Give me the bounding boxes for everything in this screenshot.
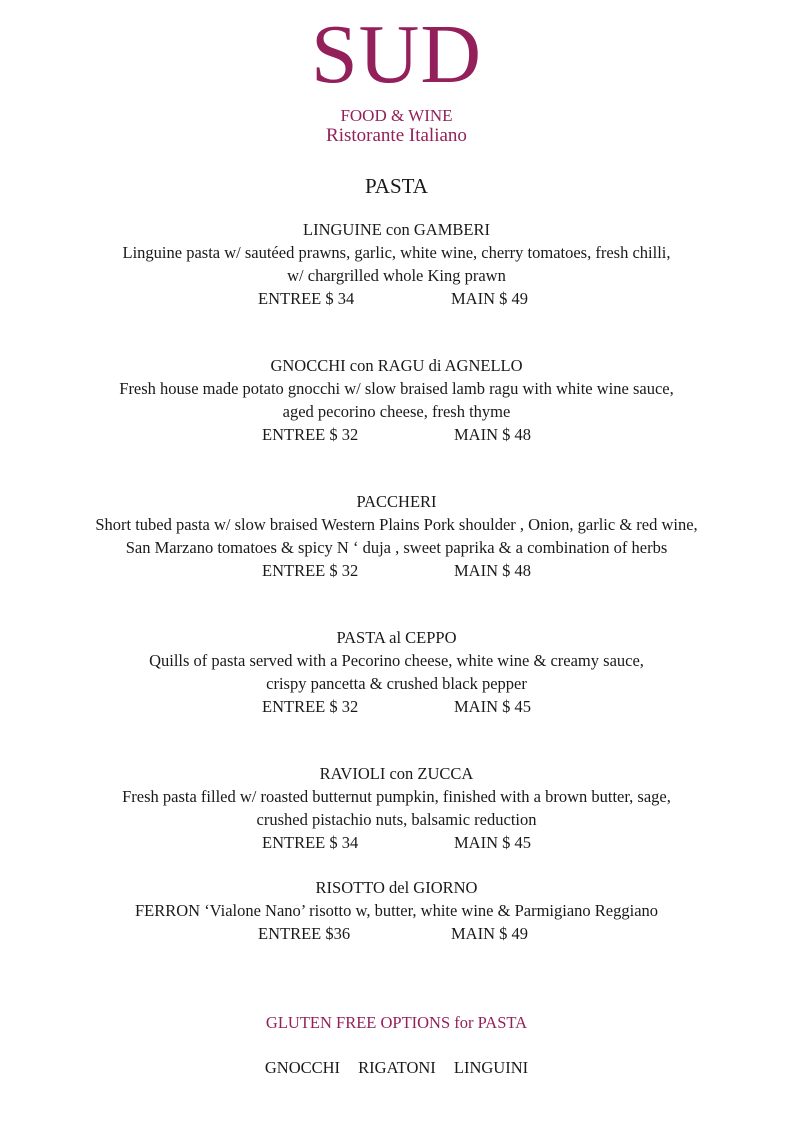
gluten-free-option: GNOCCHI	[264, 1058, 341, 1077]
dish-name: LINGUINE con GAMBERI	[303, 220, 490, 239]
dish-description: Fresh pasta filled w/ roasted butternut pumpkin, finished with a brown butter, sage,	[122, 787, 671, 806]
dish-prices	[0, 423, 793, 446]
dish-description: Fresh house made potato gnocchi w/ slow braised lamb ragu with white wine sauce,	[119, 379, 674, 398]
dish-description: aged pecorino cheese, fresh thyme	[282, 402, 511, 421]
restaurant-logo: SUD	[310, 8, 483, 101]
gluten-free-option: RIGATONI	[358, 1058, 436, 1077]
dish-name: PASTA al CEPPO	[336, 628, 457, 647]
entree-price: ENTREE $ 34	[258, 289, 355, 308]
gluten-free-title: GLUTEN FREE OPTIONS for PASTA	[265, 1013, 528, 1032]
main-price: MAIN $ 49	[451, 924, 528, 943]
dish-name: PACCHERI	[356, 492, 437, 511]
entree-price: ENTREE $36	[258, 924, 351, 943]
main-price: MAIN $ 45	[454, 833, 531, 852]
menu-item	[0, 354, 793, 446]
dish-prices	[0, 695, 793, 718]
dish-name: RISOTTO del GIORNO	[315, 878, 478, 897]
main-price: MAIN $ 48	[454, 425, 531, 444]
dish-description: Linguine pasta w/ sautéed prawns, garlic, white wine, cherry tomatoes, fresh chilli,	[122, 243, 671, 262]
main-price: MAIN $ 48	[454, 561, 531, 580]
restaurant-tagline: FOOD & WINE	[340, 106, 453, 125]
entree-price: ENTREE $ 32	[262, 425, 359, 444]
dish-description: crushed pistachio nuts, balsamic reduction	[256, 810, 537, 829]
dish-description: Short tubed pasta w/ slow braised Western Plains Pork shoulder , Onion, garlic & red wine,	[95, 515, 698, 534]
gluten-free-options	[0, 1057, 793, 1079]
menu-item	[0, 218, 793, 310]
dish-description: FERRON ‘Vialone Nano’ risotto w, butter, white wine & Parmigiano Reggiano	[134, 901, 659, 920]
dish-description: San Marzano tomatoes & spicy N ‘ duja , sweet paprika & a combination of herbs	[125, 538, 668, 557]
dish-prices	[0, 559, 793, 582]
dish-prices	[0, 287, 793, 310]
entree-price: ENTREE $ 32	[262, 697, 359, 716]
restaurant-subtitle: Ristorante Italiano	[326, 125, 467, 146]
dish-prices	[0, 831, 793, 854]
dish-name: RAVIOLI con ZUCCA	[319, 764, 474, 783]
entree-price: ENTREE $ 32	[262, 561, 359, 580]
main-price: MAIN $ 45	[454, 697, 531, 716]
main-price: MAIN $ 49	[451, 289, 528, 308]
dish-prices	[0, 922, 793, 945]
gluten-free-option: LINGUINI	[453, 1058, 529, 1077]
menu-item	[0, 626, 793, 718]
dish-description: crispy pancetta & crushed black pepper	[266, 674, 527, 693]
dish-name: GNOCCHI con RAGU di AGNELLO	[270, 356, 523, 375]
entree-price: ENTREE $ 34	[262, 833, 359, 852]
section-title: PASTA	[365, 174, 428, 198]
menu-item	[0, 762, 793, 854]
dish-description: w/ chargrilled whole King prawn	[287, 266, 506, 285]
dish-description: Quills of pasta served with a Pecorino cheese, white wine & creamy sauce,	[149, 651, 644, 670]
menu-item	[0, 876, 793, 945]
menu-item	[0, 490, 793, 582]
